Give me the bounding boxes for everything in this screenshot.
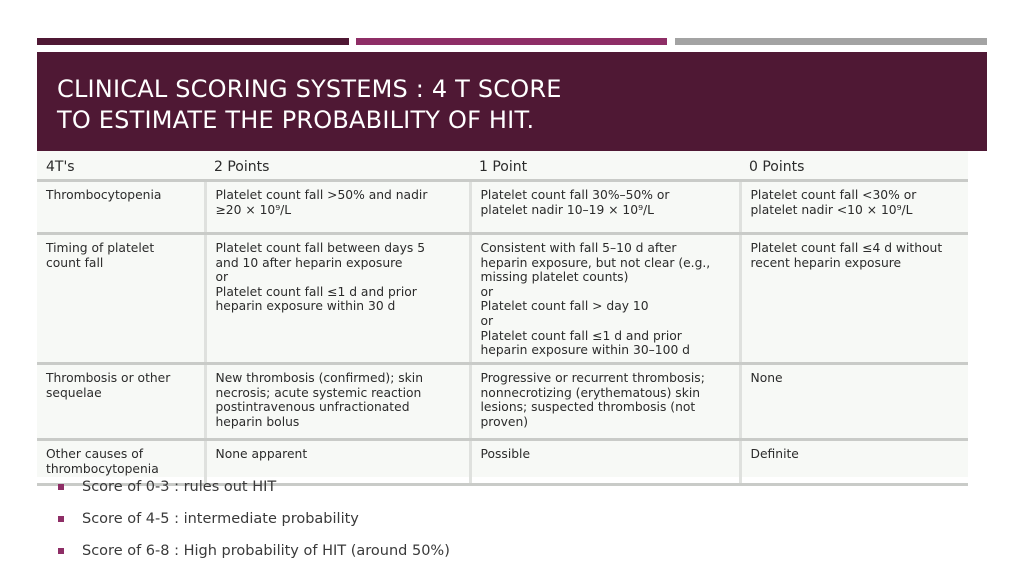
scoring-table-image <box>37 151 968 477</box>
cell-zero-points <box>740 364 968 440</box>
cell-text-line: Other causes of <box>46 447 144 461</box>
cell-text-line: heparin exposure within 30 d <box>215 299 396 314</box>
cell-text-line: platelet nadir 10–19 × 10⁹/L <box>480 202 655 217</box>
cell-text-line: heparin exposure within 30–100 d <box>480 343 690 358</box>
cell-text-line: Consistent with fall 5–10 d after <box>480 241 677 255</box>
cell-text-line: Progressive or recurrent thrombosis; <box>480 371 705 385</box>
cell-text-line: Definite <box>750 447 799 461</box>
cell-criterion <box>37 234 205 364</box>
cell-text-line: and 10 after heparin exposure <box>215 255 403 270</box>
list-item <box>58 476 450 508</box>
table-row-timing <box>37 234 968 364</box>
table-row-thrombocytopenia <box>37 181 968 234</box>
cell-text-line: None <box>750 371 783 385</box>
cell-text-line: necrosis; acute systemic reaction <box>215 385 422 400</box>
cell-text-line: Possible <box>480 447 531 461</box>
cell-zero-points <box>740 440 968 485</box>
slide-title-line-1: CLINICAL SCORING SYSTEMS : 4 T SCORE <box>57 75 562 103</box>
square-bullet-icon <box>58 548 64 554</box>
cell-two-points <box>205 234 470 364</box>
cell-one-point <box>470 234 740 364</box>
header-1-point: 1 Point <box>470 151 740 181</box>
table-header-row <box>37 151 968 181</box>
cell-text-line: New thrombosis (confirmed); skin <box>215 371 423 385</box>
cell-two-points <box>205 181 470 234</box>
cell-two-points <box>205 364 470 440</box>
header-2-points: 2 Points <box>205 151 470 181</box>
score-interpretation-list <box>58 476 450 572</box>
slide-title-line-2: TO ESTIMATE THE PROBABILITY OF HIT. <box>57 106 535 134</box>
four-t-score-table <box>37 151 968 486</box>
bullet-text: Score of 6-8 : High probability of HIT (around 50%) <box>82 543 450 559</box>
accent-bar-gray <box>675 38 987 45</box>
list-item <box>58 540 450 572</box>
cell-text-line: platelet nadir <10 × 10⁹/L <box>750 202 913 217</box>
header-0-points: 0 Points <box>740 151 968 181</box>
cell-text-line: Timing of platelet <box>46 241 155 255</box>
cell-text-line: heparin bolus <box>215 414 300 429</box>
cell-text-line: Platelet count fall 30%–50% or <box>480 188 670 202</box>
table-row-thrombosis <box>37 364 968 440</box>
cell-one-point <box>470 364 740 440</box>
cell-text-line: postintravenous unfractionated <box>215 400 410 415</box>
cell-text-line: or <box>480 313 494 328</box>
square-bullet-icon <box>58 484 64 490</box>
cell-text-line: or <box>480 284 494 299</box>
cell-text-line: Platelet count fall > day 10 <box>480 299 649 314</box>
accent-bar-plum <box>37 38 349 45</box>
cell-text-line: Platelet count fall between days 5 <box>215 241 426 255</box>
cell-text-line: nonnecrotizing (erythematous) skin <box>480 385 701 400</box>
cell-text-line: or <box>215 270 229 285</box>
bullet-text: Score of 4-5 : intermediate probability <box>82 511 359 527</box>
cell-text-line: Thrombosis or other <box>46 371 171 385</box>
cell-text-line: lesions; suspected thrombosis (not <box>480 400 696 415</box>
cell-text-line: recent heparin exposure <box>750 255 902 270</box>
cell-one-point <box>470 181 740 234</box>
cell-zero-points <box>740 234 968 364</box>
square-bullet-icon <box>58 516 64 522</box>
cell-text-line: Thrombocytopenia <box>46 188 162 202</box>
cell-criterion <box>37 364 205 440</box>
cell-text-line: heparin exposure, but not clear (e.g., <box>480 255 711 270</box>
cell-text-line: None apparent <box>215 447 308 461</box>
list-item <box>58 508 450 540</box>
header-4ts: 4T's <box>37 151 205 181</box>
cell-criterion <box>37 181 205 234</box>
cell-text-line: Platelet count fall <30% or <box>750 188 917 202</box>
cell-text-line: count fall <box>46 255 104 270</box>
accent-bar-magenta <box>356 38 667 45</box>
cell-zero-points <box>740 181 968 234</box>
title-band <box>37 52 987 151</box>
cell-text-line: thrombocytopenia <box>46 461 159 476</box>
cell-text-line: missing platelet counts) <box>480 270 629 285</box>
cell-text-line: Platelet count fall ≤1 d and prior <box>215 284 417 299</box>
cell-one-point <box>470 440 740 485</box>
cell-text-line: ≥20 × 10⁹/L <box>215 202 292 217</box>
cell-text-line: sequelae <box>46 385 102 400</box>
bullet-text: Score of 0-3 : rules out HIT <box>82 479 277 495</box>
cell-text-line: Platelet count fall ≤1 d and prior <box>480 328 682 343</box>
slide-title <box>57 74 562 136</box>
cell-text-line: proven) <box>480 414 529 429</box>
cell-text-line: Platelet count fall >50% and nadir <box>215 188 428 202</box>
cell-text-line: Platelet count fall ≤4 d without <box>750 241 943 255</box>
